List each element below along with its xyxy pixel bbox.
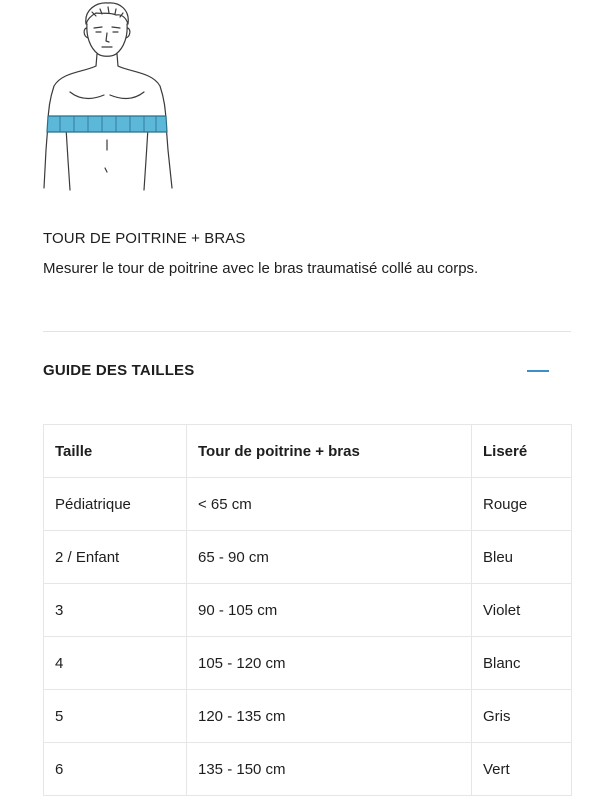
- cell-lisere: Gris: [472, 690, 572, 743]
- measurement-title: TOUR DE POITRINE + BRAS: [43, 230, 246, 247]
- section-divider: [43, 331, 571, 332]
- cell-tour: 90 - 105 cm: [187, 584, 472, 637]
- measurement-description: Mesurer le tour de poitrine avec le bras traumatisé collé au corps.: [43, 260, 479, 277]
- table-header-row: [44, 425, 572, 478]
- table-row: [44, 743, 572, 796]
- minus-icon[interactable]: [527, 370, 549, 372]
- chest-measurement-illustration: [40, 0, 180, 195]
- table-row: [44, 478, 572, 531]
- column-header-tour: Tour de poitrine + bras: [187, 425, 472, 478]
- cell-lisere: Rouge: [472, 478, 572, 531]
- cell-tour: < 65 cm: [187, 478, 472, 531]
- column-header-lisere: Liseré: [472, 425, 572, 478]
- cell-tour: 120 - 135 cm: [187, 690, 472, 743]
- cell-tour: 65 - 90 cm: [187, 531, 472, 584]
- size-table: [43, 424, 572, 796]
- cell-tour: 135 - 150 cm: [187, 743, 472, 796]
- cell-taille: 6: [44, 743, 187, 796]
- table-row: [44, 531, 572, 584]
- cell-lisere: Blanc: [472, 637, 572, 690]
- cell-taille: 2 / Enfant: [44, 531, 187, 584]
- cell-lisere: Vert: [472, 743, 572, 796]
- column-header-taille: Taille: [44, 425, 187, 478]
- cell-taille: Pédiatrique: [44, 478, 187, 531]
- chest-measurement-figure-icon: [40, 0, 180, 195]
- table-row: [44, 637, 572, 690]
- size-guide-title: GUIDE DES TAILLES: [43, 362, 195, 379]
- cell-taille: 3: [44, 584, 187, 637]
- table-row: [44, 584, 572, 637]
- cell-taille: 5: [44, 690, 187, 743]
- size-guide-toggle[interactable]: [43, 352, 571, 392]
- cell-tour: 105 - 120 cm: [187, 637, 472, 690]
- table-row: [44, 690, 572, 743]
- cell-taille: 4: [44, 637, 187, 690]
- cell-lisere: Violet: [472, 584, 572, 637]
- cell-lisere: Bleu: [472, 531, 572, 584]
